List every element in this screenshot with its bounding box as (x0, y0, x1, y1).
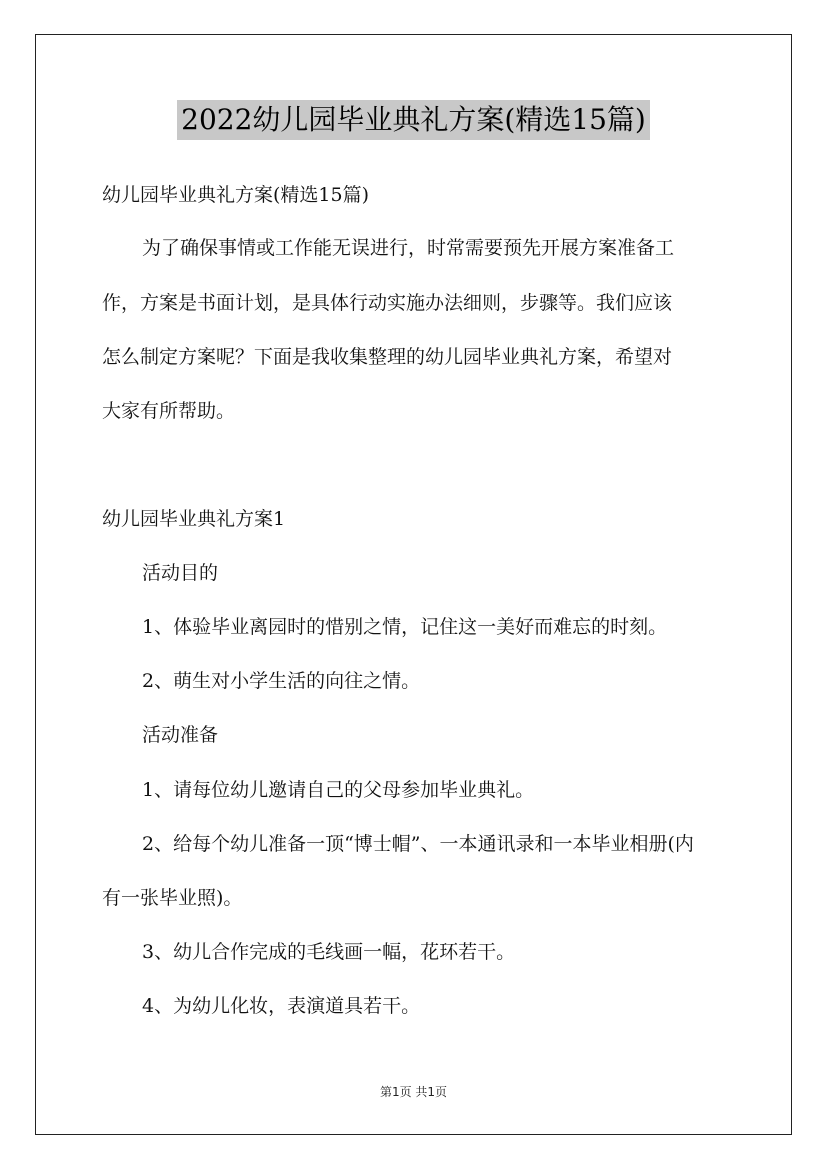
goal-heading: 活动目的 (142, 562, 219, 584)
prep-item: 3、幼儿合作完成的毛线画一幅，花环若干。 (142, 941, 516, 963)
goal-item: 2、萌生对小学生活的向往之情。 (142, 670, 421, 692)
intro-line: 怎么制定方案呢？下面是我收集整理的幼儿园毕业典礼方案，希望对 (102, 346, 673, 368)
prep-heading: 活动准备 (142, 724, 219, 746)
prep-item: 4、为幼儿化妆，表演道具若干。 (142, 995, 421, 1017)
intro-line: 作，方案是书面计划，是具体行动实施办法细则，步骤等。我们应该 (102, 292, 673, 314)
prep-item: 1、请每位幼儿邀请自己的父母参加毕业典礼。 (142, 779, 535, 801)
goal-item: 1、体验毕业离园时的惜别之情，记住这一美好而难忘的时刻。 (142, 616, 668, 638)
document-subtitle: 幼儿园毕业典礼方案(精选15篇) (102, 184, 370, 206)
intro-line: 大家有所帮助。 (102, 400, 236, 422)
section-heading: 幼儿园毕业典礼方案1 (102, 508, 286, 530)
title-container (0, 100, 827, 140)
prep-item: 2、给每个幼儿准备一顶“博士帽”、一本通讯录和一本毕业相册(内 (142, 833, 694, 855)
intro-line: 为了确保事情或工作能无误进行，时常需要预先开展方案准备工 (142, 237, 675, 259)
prep-item-continued: 有一张毕业照)。 (102, 887, 243, 909)
document-title: 2022幼儿园毕业典礼方案(精选15篇) (177, 100, 650, 140)
page-footer: 第1页 共1页 (379, 1085, 448, 1099)
